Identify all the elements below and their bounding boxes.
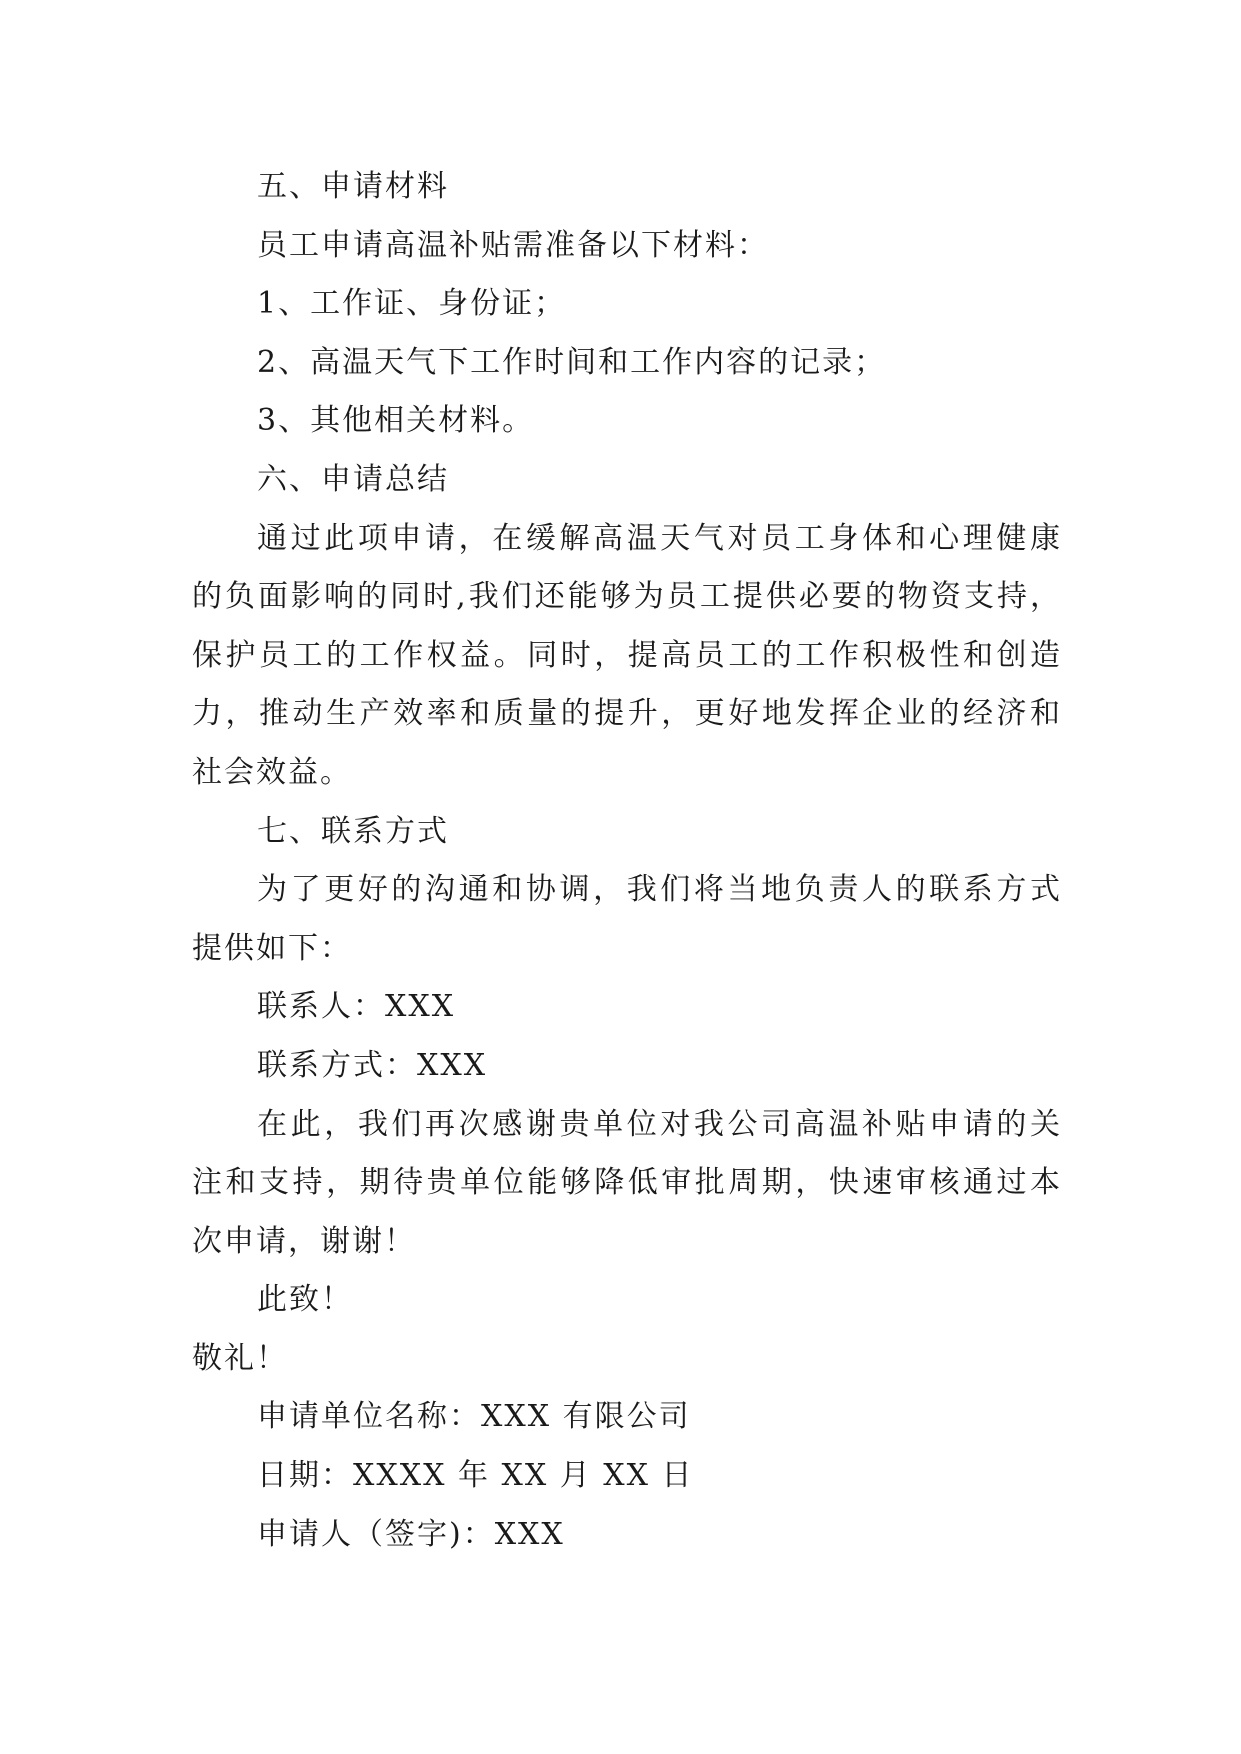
text-line: 1、工作证、身份证； [257, 286, 567, 322]
text-line: 提供如下： [192, 930, 352, 966]
text-line: 联系方式：XXX [257, 1047, 488, 1083]
text-line: 的负面影响的同时,我们还能够为员工提供必要的物资支持， [192, 579, 1062, 615]
document-body [192, 158, 1062, 1564]
text-line: 申请单位名称：XXX 有限公司 [257, 1399, 691, 1435]
text-line: 在此，我们再次感谢贵单位对我公司高温补贴申请的关 [257, 1106, 1062, 1142]
text-line: 3、其他相关材料。 [257, 403, 535, 439]
text-line: 社会效益。 [192, 754, 352, 790]
text-line: 敬礼！ [192, 1340, 288, 1376]
text-line: 此致！ [257, 1282, 353, 1318]
text-line: 通过此项申请，在缓解高温天气对员工身体和心理健康 [257, 520, 1062, 556]
text-line: 2、高温天气下工作时间和工作内容的记录； [257, 344, 887, 380]
text-line: 七、联系方式 [257, 813, 449, 849]
text-line: 注和支持，期待贵单位能够降低审批周期，快速审核通过本 [192, 1165, 1062, 1201]
text-line: 为了更好的沟通和协调，我们将当地负责人的联系方式 [257, 872, 1062, 908]
text-line: 员工申请高温补贴需准备以下材料： [257, 227, 769, 263]
text-line: 联系人：XXX [257, 989, 456, 1025]
text-line: 五、申请材料 [257, 169, 449, 204]
text-line: 次申请，谢谢！ [192, 1223, 416, 1259]
text-line: 日期：XXXX 年 XX 月 XX 日 [257, 1458, 694, 1494]
text-line: 力，推动生产效率和质量的提升，更好地发挥企业的经济和 [192, 696, 1062, 732]
text-line: 六、申请总结 [257, 461, 449, 497]
text-line: 保护员工的工作权益。同时，提高员工的工作积极性和创造 [192, 637, 1062, 673]
text-line: 申请人（签字)：XXX [257, 1516, 565, 1552]
